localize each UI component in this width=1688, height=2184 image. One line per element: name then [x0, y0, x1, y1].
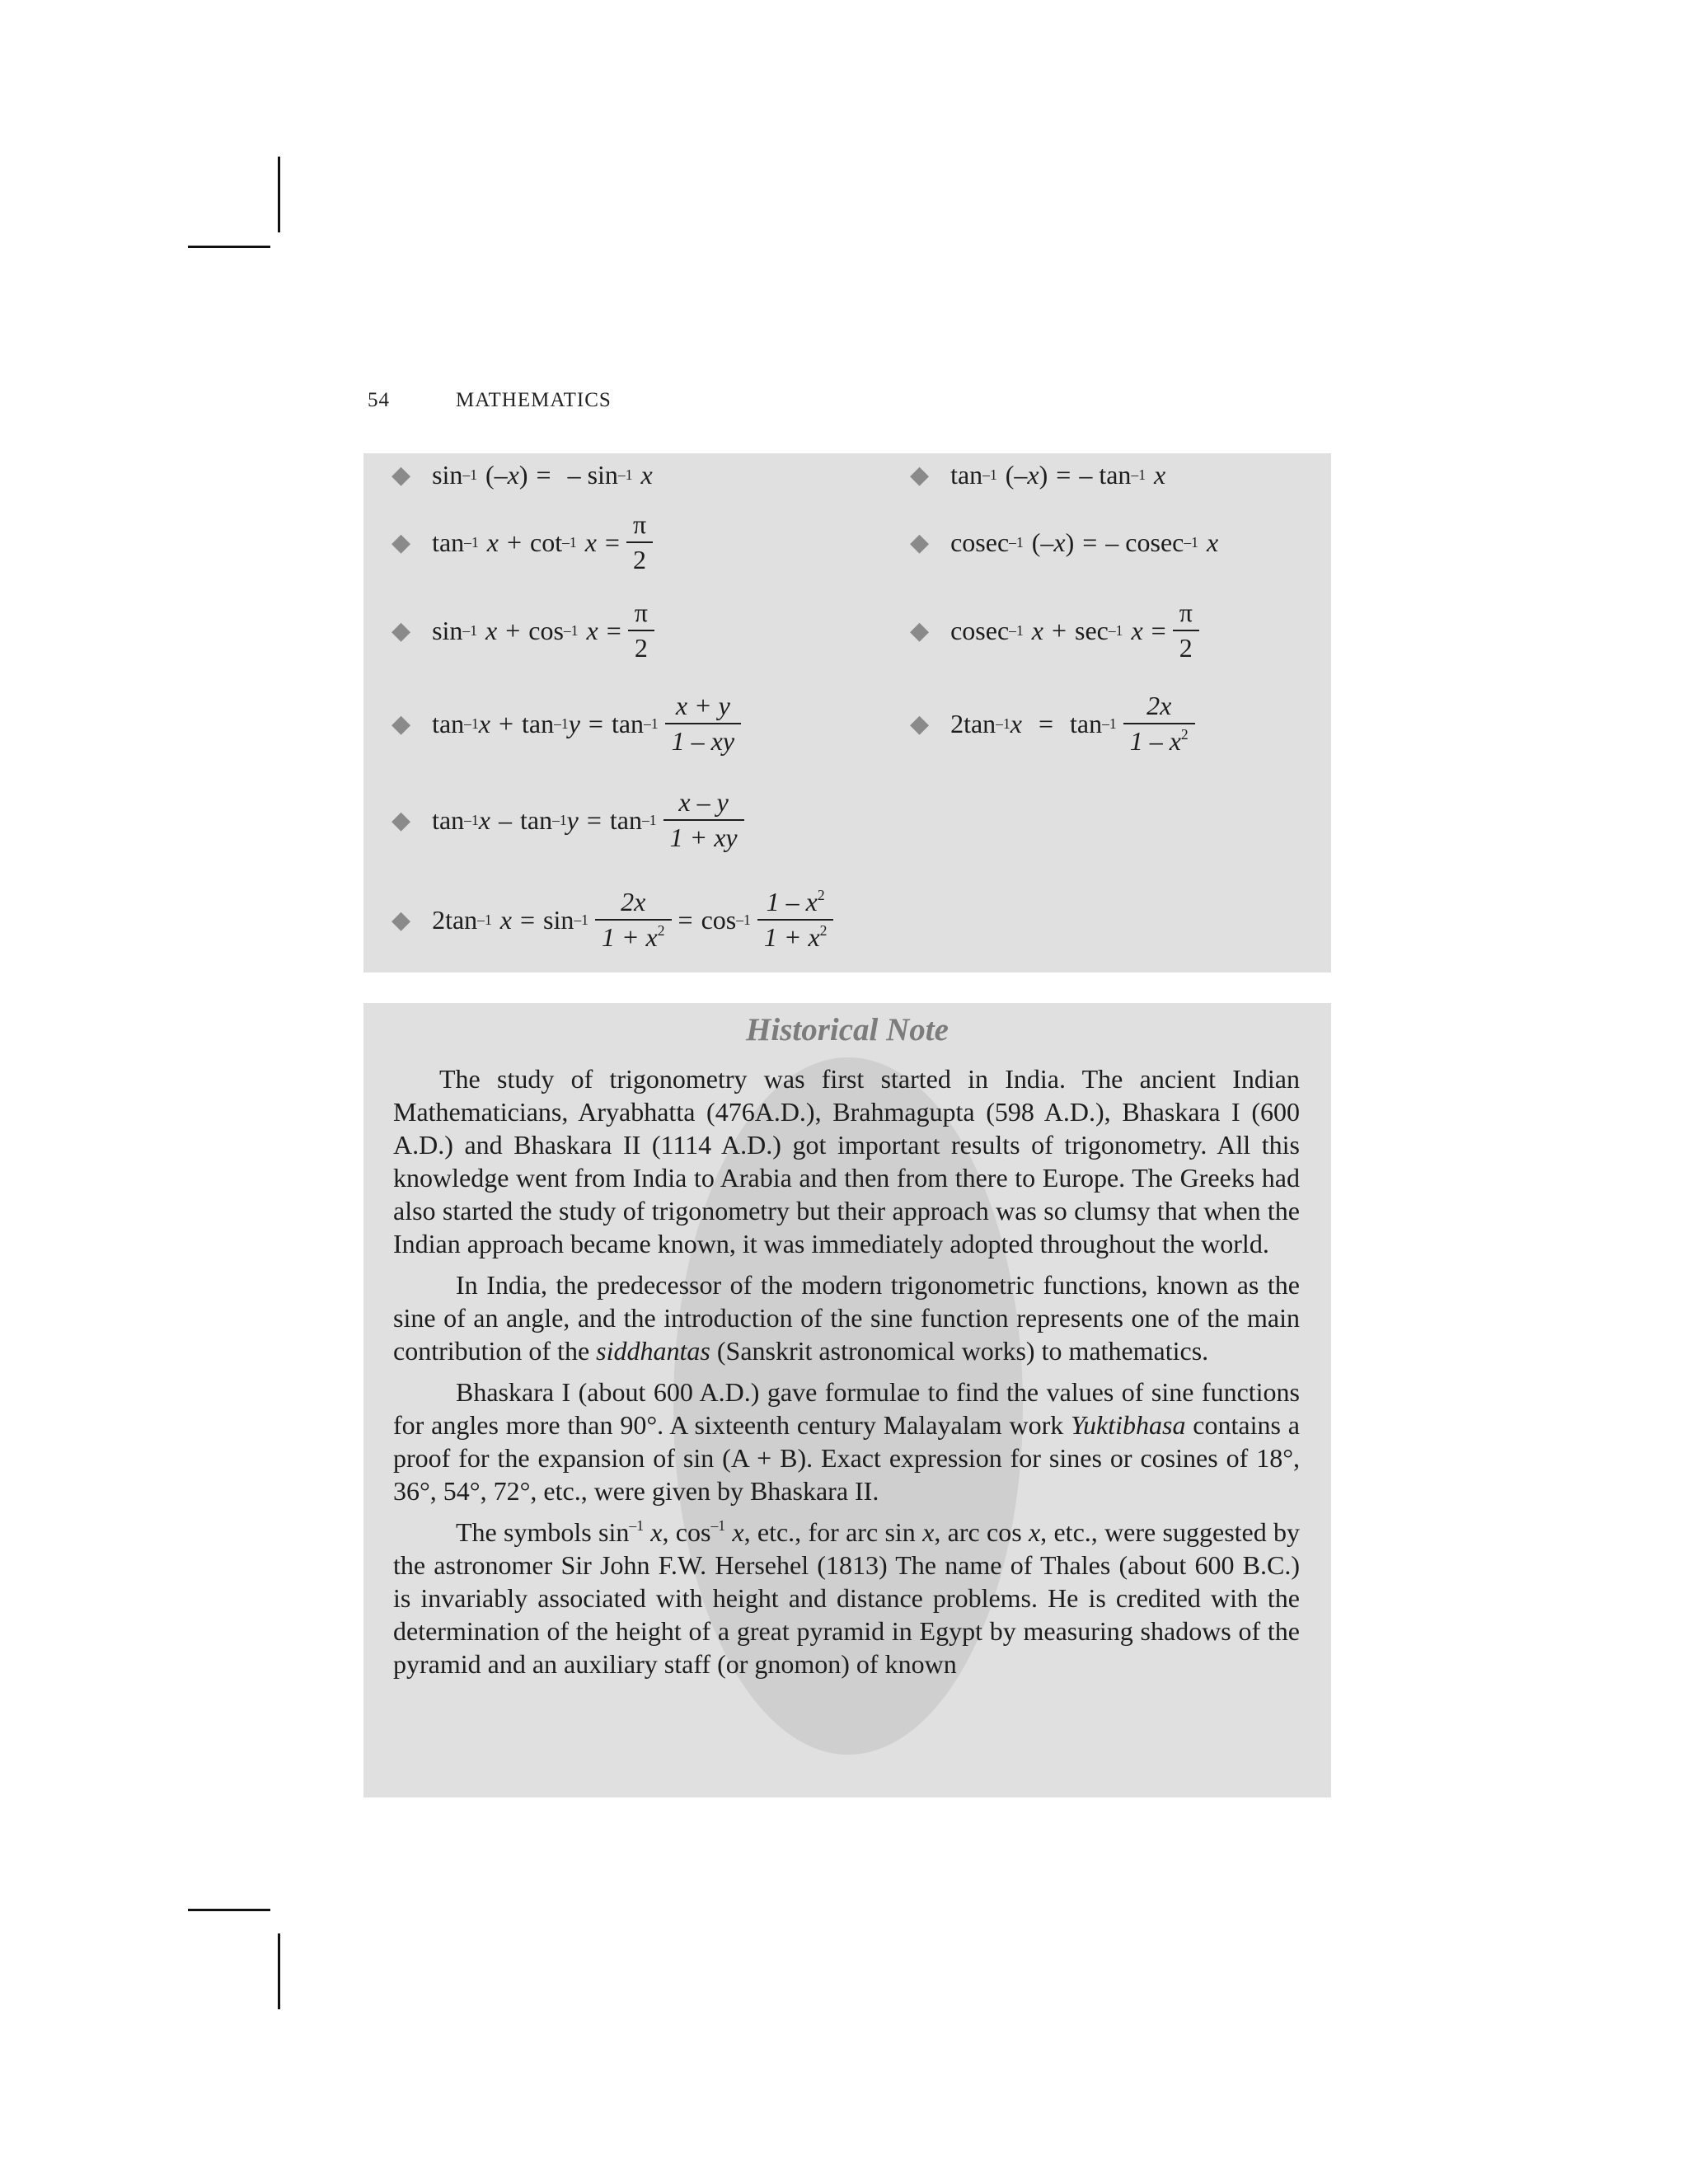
diamond-bullet-icon: ◆ [392, 461, 411, 489]
formula-sin-plus-cos: ◆ sin –1 x + cos –1 x = $\frac{\pi}{2}$ [392, 589, 661, 672]
fraction: $\frac{\pi}{2}$ [1173, 598, 1199, 663]
fraction: $\frac{x - y}{1 + xy}$ [663, 787, 744, 853]
formula-double-tan: ◆ 2tan –1 x = sin –1 $\frac{2x}{1 + x^2}$ = cos –1 $\frac{1 - x^2}{1 + x^2}$ [392, 874, 840, 966]
diamond-bullet-icon: ◆ [910, 616, 930, 644]
formula-double-tan-right: ◆ 2tan –1 x = tan –1 $\frac{2x}{1 - x^2}$ [910, 681, 1202, 766]
fraction: $\frac{\pi}{2}$ [626, 509, 653, 575]
diamond-bullet-icon: ◆ [392, 710, 411, 738]
fraction: $\frac{2x}{1 - x^2}$ [1123, 691, 1195, 757]
crop-mark-top-horizontal [188, 246, 270, 248]
fraction: $\frac{x + y}{1 - xy}$ [665, 691, 741, 757]
formula-tan-plus-cot: ◆ tan –1 x + cot –1 x = $\frac{\pi}{2}$ [392, 501, 659, 583]
crop-mark-bottom-vertical [278, 1933, 280, 2009]
formula-box [363, 453, 1331, 972]
historical-note-title: Historical Note [746, 1012, 949, 1047]
diamond-bullet-icon: ◆ [392, 906, 411, 934]
diamond-bullet-icon: ◆ [392, 528, 411, 556]
formula-sin-inverse-negative: ◆ sin –1 (– x ) = – sin –1 x [392, 459, 653, 490]
diamond-bullet-icon: ◆ [910, 710, 930, 738]
fraction: $\frac{2x}{1 + x^2}$ [595, 887, 672, 953]
formula-cosec-inverse-negative: ◆ cosec –1 (– x ) = – cosec –1 x [910, 527, 1219, 557]
running-head: MATHEMATICS [456, 389, 612, 411]
fraction: $\frac{1 - x^2}{1 + x^2}$ [757, 887, 834, 953]
paragraph: The study of trigonometry was first started in India. The ancient Indian Mathematicians, Aryabhatta (476A.D.), Brahmagupta (598 A.D.), Bhaskara I (600 A.D.) and Bhaskara II (1114 A.D.) got important results of trigonometry. All this knowledge went from India to Arabia and then from there to Europe. The Greeks had also started the study of trigonometry but their approach was so clumsy that when the Indian approach became known, it was immediately adopted throughout the world. [393, 1064, 1300, 1258]
formula-tan-difference: ◆ tan –1 x – tan –1 y = tan –1 $\frac{x - y}{1 + xy}$ [392, 777, 751, 863]
formula-tan-sum: ◆ tan –1 x + tan –1 y = tan –1 $\frac{x + y}{1 - xy}$ [392, 681, 748, 766]
formula-tan-inverse-negative: ◆ tan –1 (– x ) = – tan –1 x [910, 459, 1166, 490]
page-number: 54 [368, 389, 390, 411]
historical-note-text [393, 1062, 1300, 1689]
paragraph: In India, the predecessor of the modern trigonometric functions, known as the sine of an angle, and the introduction of the sine function represents one of the main contribution of the siddhantas (Sanskrit astronomical works) to mathematics. [393, 1270, 1300, 1366]
diamond-bullet-icon: ◆ [910, 461, 930, 489]
paragraph: The symbols $\sin^{-1} x$, $\cos^{-1} x$, etc., for arc sin x, arc cos x, etc., were suggested by the astronomer Sir John F.W. Hersehel (1813) The name of Thales (about 600 B.C.) is invariably associated with height and distance problems. He is credited with the determination of the height of a great pyramid in Egypt by measuring shadows of the pyramid and an auxiliary staff (or gnomon) of known [393, 1516, 1301, 1679]
diamond-bullet-icon: ◆ [910, 528, 930, 556]
fraction: $\frac{\pi}{2}$ [628, 598, 654, 663]
crop-mark-top-vertical [278, 157, 280, 232]
historical-note-box [363, 1003, 1331, 1797]
crop-mark-bottom-horizontal [188, 1909, 270, 1911]
diamond-bullet-icon: ◆ [392, 616, 411, 644]
formula-cosec-plus-sec: ◆ cosec –1 x + sec –1 x = $\frac{\pi}{2}$ [910, 589, 1206, 672]
paragraph: Bhaskara I (about 600 A.D.) gave formulae to find the values of sine functions for angles more than 90°. A sixteenth century Malayalam work Yuktibhasa contains a proof for the expansion of sin (A + B). Exact expression for sines or cosines of 18°, 36°, 54°, 72°, etc., were given by Bhaskara II. [393, 1377, 1301, 1506]
diamond-bullet-icon: ◆ [392, 806, 411, 834]
